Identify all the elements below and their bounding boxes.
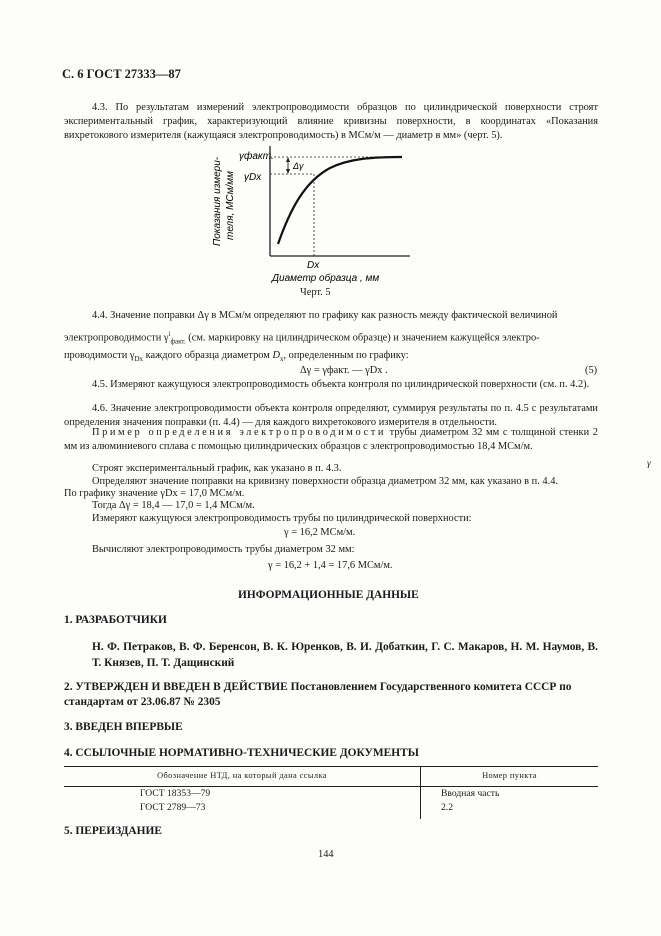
table-row [64,801,598,819]
document-header: С. 6 ГОСТ 27333—87 [62,67,181,81]
dx-label: Dx [307,260,320,271]
table-header-row [64,767,598,787]
paragraph-4-4-line2: электропроводимости $\gamma^i_{факт.}$ (см. маркировку на цилиндрическом образце) и значением кажущейся электро- [64,330,540,346]
paragraph-4-3: 4.3. По результатам измерений электропроводимости образцов по цилиндрической поверхности строят экспериментальный график, характеризующий влияние кривизны поверхности, в координатах «Показания вихретокового измерителя (кажущаяся электропроводимость) в МСм/м — диаметр в мм» (черт. 5). [64,102,598,141]
table-row [64,787,598,801]
info-title: ИНФОРМАЦИОННЫЕ ДАННЫЕ [238,589,419,601]
paragraph-4-5: 4.5. Измеряют кажущуюся электропроводимость объекта контроля по цилиндрической поверхности (см. п. 4.2). [92,379,590,390]
example-step-2: Определяют значение поправки на кривизну поверхности образца диаметром 32 мм, как указано в п. 4.4. [92,476,558,487]
formula-5: Δγ = γфакт. — γDx . [300,365,388,376]
column-header-item: Номер пункта [421,767,599,787]
example-step-3: По графику значение γDx = 17,0 МСм/м. [64,488,245,499]
table-cell-item: Вводная часть [441,788,500,800]
reference-documents-table [64,766,598,819]
example-step-4: Тогда Δγ = 18,4 — 17,0 = 1,4 МСм/м. [92,500,255,511]
page-number: 144 [318,849,334,860]
gamma-fact-label: γфакт. [239,151,274,162]
example-step-7: Вычисляют электропроводимость трубы диаметром 32 мм: [92,544,355,555]
section-3: 3. ВВЕДЕН ВПЕРВЫЕ [64,721,183,733]
y-axis-label-line1: Показания измери- [212,156,223,246]
section-2: 2. УТВЕРЖДЕН И ВВЕДЕН В ДЕЙСТВИЕ Постановлением Государственного комитета СССР по стандартам от 23.06.87 № 2305 [64,681,572,709]
section-1-title: 1. РАЗРАБОТЧИКИ [64,614,167,626]
example-result-1: γ = 16,2 МСм/м. [284,527,356,538]
table-cell-document: ГОСТ 18353—79 [64,787,421,801]
margin-fragment: γ [647,458,651,469]
formula-5-number: (5) [585,365,598,376]
figure-5-caption: Черт. 5 [300,287,331,298]
column-header-document: Обозначение НТД, на который дана ссылка [64,767,421,787]
section-4-title: 4. ССЫЛОЧНЫЕ НОРМАТИВНО-ТЕХНИЧЕСКИЕ ДОКУМЕНТЫ [64,747,419,759]
example-step-5: Измеряют кажущуюся электропроводимость трубы по цилиндрической поверхности: [92,513,472,524]
example-step-1: Строят экспериментальный график, как указано в п. 4.3. [92,463,342,474]
section-5: 5. ПЕРЕИЗДАНИЕ [64,825,162,837]
paragraph-4-4-line1: 4.4. Значение поправки Δγ в МСм/м определяют по графику как разность между фактической величиной [92,310,558,321]
delta-gamma-label: Δγ [293,161,304,171]
x-axis-label: Диаметр образца , мм [272,273,380,284]
gamma-dx-label: γDx [244,172,262,183]
y-axis-label-line2: теля, МСм/мм [225,171,236,240]
example-result-2: γ = 16,2 + 1,4 = 17,6 МСм/м. [268,560,393,571]
paragraph-4-6: 4.6. Значение электропроводимости объекта контроля определяют, суммируя результаты по п. 4.5 с результатами определения значения поправки (п. 4.4) — для каждого вихретокового измерителя в отдельности. [64,403,598,428]
developers-list: Н. Ф. Петраков, В. Ф. Беренсон, В. К. Юренков, В. И. Добаткин, Г. С. Макаров, Н. М. Наумов, В. Т. Князев, П. Т. Дащинский [92,641,598,669]
figure-5-graph [200,140,420,302]
table-cell-item: 2.2 [441,801,453,813]
example-paragraph: Пример определения электропроводимости трубы диаметром 32 мм с толщиной стенки 2 мм из алюминиевого сплава с помощью цилиндрических образцов с электропроводимостью 18,4 МСм/м. [64,427,598,452]
table-cell-document: ГОСТ 2789—73 [64,801,421,819]
figure-5 [200,140,420,302]
paragraph-4-4-line3: проводимости $\gamma_{Dx}$ каждого образца диаметром $D_x$, определенным по графику: [64,350,409,364]
